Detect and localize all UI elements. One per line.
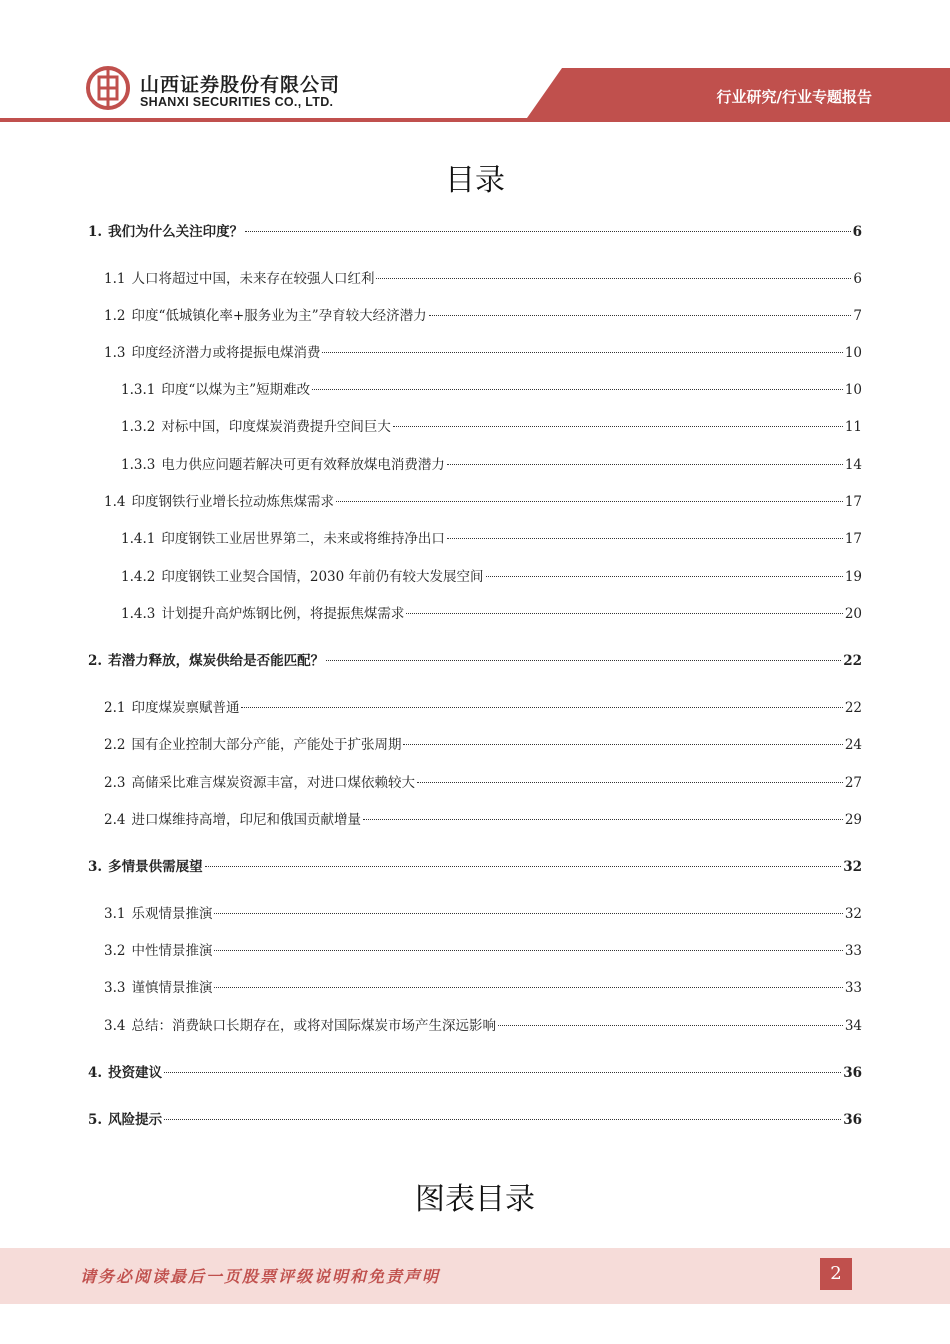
toc-item-number: 1.3.1 — [121, 382, 156, 398]
toc-item[interactable] — [104, 771, 862, 793]
toc-item-number: 2.4 — [104, 812, 126, 828]
toc-item[interactable] — [104, 490, 862, 512]
toc-item-title: 印度煤炭禀赋普通 — [131, 700, 240, 716]
toc-item-number: 1. — [88, 224, 103, 240]
page-footer — [0, 1248, 950, 1304]
toc-dot-leader — [336, 501, 843, 502]
toc-item-title: 电力供应问题若解决可更有效释放煤电消费潜力 — [161, 457, 445, 473]
toc-item-title: 高储采比难言煤炭资源丰富，对进口煤依赖较大 — [131, 775, 415, 791]
toc-item-page: 36 — [843, 1065, 862, 1081]
toc-item-title: 计划提升高炉炼钢比例，将提振焦煤需求 — [161, 606, 405, 622]
toc-item-page: 36 — [843, 1112, 862, 1128]
toc-item-number: 1.1 — [104, 271, 126, 287]
toc-item[interactable] — [121, 378, 862, 400]
toc-item-page: 10 — [844, 382, 862, 398]
toc-item-title: 风险提示 — [108, 1112, 163, 1128]
toc-item[interactable] — [121, 453, 862, 475]
toc-item-title: 我们为什么关注印度？ — [108, 224, 244, 240]
toc-item-title: 多情景供需展望 — [108, 859, 203, 875]
toc-item[interactable] — [88, 220, 862, 242]
toc-item[interactable] — [104, 696, 862, 718]
toc-item-number: 1.3.2 — [121, 419, 156, 435]
toc-item-title: 印度“低城镇化率+服务业为主”孕育较大经济潜力 — [131, 308, 427, 324]
toc-item-page: 24 — [844, 737, 862, 753]
toc-dot-leader — [214, 950, 842, 951]
toc-item[interactable] — [88, 1061, 862, 1083]
toc-item-number: 2.1 — [104, 700, 126, 716]
toc-item-title: 中性情景推演 — [131, 943, 213, 959]
toc-item-number: 3.1 — [104, 906, 126, 922]
toc-item-number: 1.4.2 — [121, 569, 156, 585]
toc-dot-leader — [164, 1119, 841, 1120]
toc-item[interactable] — [104, 1014, 862, 1036]
toc-dot-leader — [447, 464, 843, 465]
toc-item-page: 27 — [844, 775, 862, 791]
toc-item-page: 14 — [844, 457, 862, 473]
toc-item[interactable] — [104, 341, 862, 363]
toc-item-number: 3.2 — [104, 943, 126, 959]
toc-item[interactable] — [104, 976, 862, 998]
toc-item-page: 33 — [844, 980, 862, 996]
toc-item-title: 印度经济潜力或将提振电煤消费 — [131, 345, 321, 361]
toc-dot-leader — [376, 278, 851, 279]
toc-dot-leader — [486, 576, 843, 577]
toc-item-title: 总结：消费缺口长期存在，或将对国际煤炭市场产生深远影响 — [131, 1018, 496, 1034]
toc-item-title: 投资建议 — [108, 1065, 163, 1081]
toc-item[interactable] — [88, 855, 862, 877]
toc-dot-leader — [205, 866, 842, 867]
toc-dot-leader — [214, 913, 842, 914]
toc-dot-leader — [164, 1072, 841, 1073]
company-name-cn: 山西证券股份有限公司 — [140, 74, 341, 96]
toc-item-number: 1.2 — [104, 308, 126, 324]
toc-item[interactable] — [88, 1108, 862, 1130]
toc-item[interactable] — [104, 939, 862, 961]
toc-item-page: 7 — [853, 308, 862, 324]
toc-item-title: 乐观情景推演 — [131, 906, 213, 922]
toc-item-page: 19 — [844, 569, 862, 585]
page-number: 2 — [820, 1258, 852, 1290]
toc-item-page: 34 — [844, 1018, 862, 1034]
toc-title: 目录 — [445, 163, 505, 198]
toc-item-page: 32 — [844, 906, 862, 922]
toc-dot-leader — [214, 987, 842, 988]
toc-dot-leader — [429, 315, 852, 316]
toc-item-page: 20 — [844, 606, 862, 622]
toc-item-page: 17 — [844, 531, 862, 547]
toc-item-number: 1.3 — [104, 345, 126, 361]
toc-dot-leader — [417, 782, 843, 783]
toc-dot-leader — [393, 426, 843, 427]
toc-dot-leader — [312, 389, 843, 390]
toc-item-title: 若潜力释放，煤炭供给是否能匹配？ — [108, 653, 325, 669]
toc-item-number: 1.4 — [104, 494, 126, 510]
toc-item-number: 2.2 — [104, 737, 126, 753]
toc-item-title: 印度钢铁工业契合国情，2030 年前仍有较大发展空间 — [161, 569, 484, 585]
toc-item-number: 5. — [88, 1112, 103, 1128]
toc-item[interactable] — [121, 415, 862, 437]
toc-item-page: 17 — [844, 494, 862, 510]
toc-item[interactable] — [121, 602, 862, 624]
toc-item[interactable] — [121, 565, 862, 587]
toc-item-title: 印度钢铁行业增长拉动炼焦煤需求 — [131, 494, 334, 510]
toc-item-page: 11 — [844, 419, 862, 435]
toc-item-number: 3. — [88, 859, 103, 875]
toc-item[interactable] — [104, 733, 862, 755]
toc-item-number: 1.4.3 — [121, 606, 156, 622]
toc-dot-leader — [322, 352, 842, 353]
toc-item-page: 6 — [853, 271, 862, 287]
toc-item-title: 印度“以煤为主”短期难改 — [161, 382, 311, 398]
company-name-en: SHANXI SECURITIES CO., LTD. — [140, 95, 334, 109]
toc-item-page: 32 — [843, 859, 862, 875]
toc-item[interactable] — [88, 649, 862, 671]
disclaimer-note: 请务必阅读最后一页股票评级说明和免责声明 — [80, 1267, 441, 1286]
toc-item-number: 2. — [88, 653, 103, 669]
toc-dot-leader — [403, 744, 842, 745]
toc-item-title: 对标中国，印度煤炭消费提升空间巨大 — [161, 419, 391, 435]
toc-item-title: 进口煤维持高增，印尼和俄国贡献增量 — [131, 812, 361, 828]
toc-dot-leader — [326, 660, 841, 661]
toc-dot-leader — [245, 231, 851, 232]
toc-item-number: 1.4.1 — [121, 531, 156, 547]
toc-dot-leader — [406, 613, 842, 614]
toc-item-number: 3.3 — [104, 980, 126, 996]
toc-item-number: 2.3 — [104, 775, 126, 791]
report-type-label: 行业研究/行业专题报告 — [716, 88, 872, 106]
toc-item-page: 29 — [844, 812, 862, 828]
toc-item-number: 1.3.3 — [121, 457, 156, 473]
toc-item-title: 印度钢铁工业居世界第二，未来或将维持净出口 — [161, 531, 445, 547]
toc-item[interactable] — [121, 527, 862, 549]
toc-item-page: 6 — [852, 224, 862, 240]
toc-item-page: 33 — [844, 943, 862, 959]
toc-item-title: 人口将超过中国，未来存在较强人口红利 — [131, 271, 375, 287]
toc-item-number: 3.4 — [104, 1018, 126, 1034]
toc-item-page: 22 — [844, 700, 862, 716]
toc-item[interactable] — [104, 304, 862, 326]
toc-dot-leader — [498, 1025, 843, 1026]
toc-item-title: 谨慎情景推演 — [131, 980, 213, 996]
figures-list-title: 图表目录 — [415, 1182, 535, 1217]
toc-item-page: 22 — [843, 653, 862, 669]
toc-dot-leader — [363, 819, 843, 820]
toc-dot-leader — [447, 538, 843, 539]
toc-item-title: 国有企业控制大部分产能，产能处于扩张周期 — [131, 737, 402, 753]
toc-item[interactable] — [104, 808, 862, 830]
toc-item[interactable] — [104, 902, 862, 924]
toc-dot-leader — [241, 707, 842, 708]
toc-item[interactable] — [104, 267, 862, 289]
toc-item-page: 10 — [844, 345, 862, 361]
toc-item-number: 4. — [88, 1065, 103, 1081]
